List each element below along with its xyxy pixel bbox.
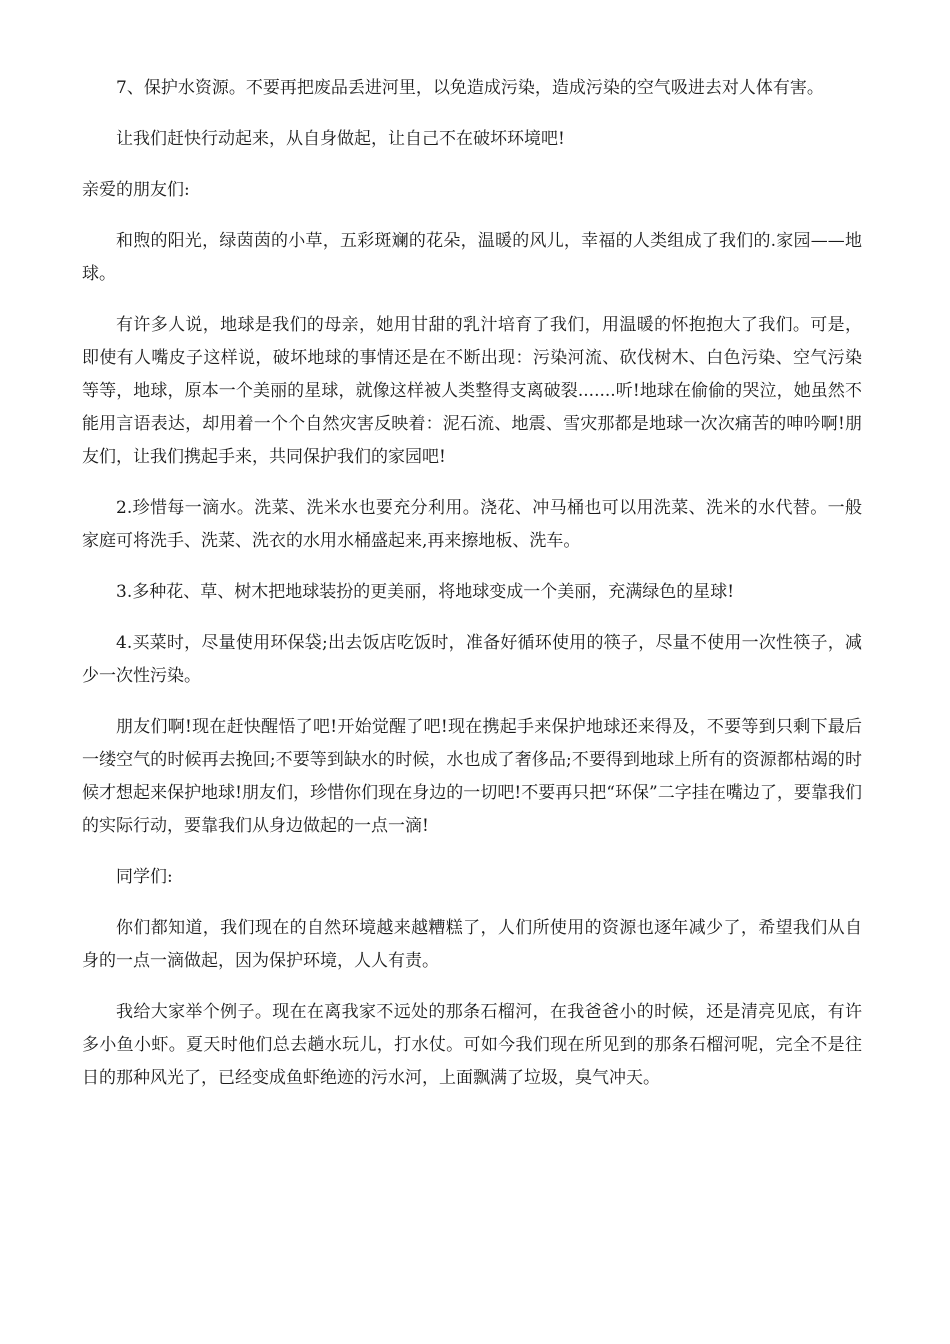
paragraph-earth-home: 和煦的阳光，绿茵茵的小草，五彩斑斓的花朵，温暖的风儿，幸福的人类组成了我们的.家园——地球。 [82, 231, 862, 284]
paragraph-greeting-classmates: 同学们: [116, 867, 173, 887]
paragraph-environment-worse: 你们都知道，我们现在的自然环境越来越糟糕了，人们所使用的资源也逐年减少了，希望我们从自身的一点一滴做起，因为保护环境，人人有责。 [82, 918, 862, 971]
paragraph-river-example: 我给大家举个例子。现在在离我家不远处的那条石榴河，在我爸爸小的时候，还是清亮见底，有许多小鱼小虾。夏天时他们总去趟水玩儿，打水仗。可如今我们现在所见到的那条石榴河呢，完全不是往日的那种风光了，已经变成鱼虾绝迹的污水河，上面飘满了垃圾，臭气冲天。 [82, 1002, 862, 1088]
paragraph-save-water: 2.珍惜每一滴水。洗菜、洗米水也要充分利用。浇花、冲马桶也可以用洗菜、洗米的水代替。一般家庭可将洗手、洗菜、洗衣的水用水桶盛起来,再来擦地板、洗车。 [82, 498, 862, 551]
paragraph-eco-bags: 4.买菜时，尽量使用环保袋;出去饭店吃饭时，准备好循环使用的筷子，尽量不使用一次性筷子，减少一次性污染。 [82, 633, 862, 686]
paragraph-call-to-action: 让我们赶快行动起来，从自身做起，让自己不在破坏环境吧! [116, 129, 565, 149]
paragraph-earth-mother: 有许多人说，地球是我们的母亲，她用甘甜的乳汁培育了我们，用温暖的怀抱抱大了我们。可是，即使有人嘴皮子这样说，破坏地球的事情还是在不断出现：污染河流、砍伐树木、白色污染、空气污染等等，地球，原本一个美丽的星球，就像这样被人类整得支离破裂.......听!地球在偷偷的哭泣，她虽然不能用言语表达，却用着一个个自然灾害反映着：泥石流、地震、雪灾那都是地球一次次痛苦的呻吟啊!朋友们，让我们携起手来，共同保护我们的家园吧! [82, 315, 862, 467]
paragraph-water-protection: 7、保护水资源。不要再把废品丢进河里，以免造成污染，造成污染的空气吸进去对人体有害。 [116, 78, 824, 98]
document-body [82, 72, 862, 1095]
paragraph-wake-up: 朋友们啊!现在赶快醒悟了吧!开始觉醒了吧!现在携起手来保护地球还来得及，不要等到只剩下最后一缕空气的时候再去挽回;不要等到缺水的时候，水也成了奢侈品;不要得到地球上所有的资源都枯竭的时候才想起来保护地球!朋友们，珍惜你们现在身边的一切吧!不要再只把“环保”二字挂在嘴边了，要靠我们的实际行动，要靠我们从身边做起的一点一滴! [82, 717, 862, 836]
paragraph-greeting-friends: 亲爱的朋友们: [82, 180, 190, 200]
paragraph-plant-trees: 3.多种花、草、树木把地球装扮的更美丽，将地球变成一个美丽，充满绿色的星球! [116, 582, 735, 602]
